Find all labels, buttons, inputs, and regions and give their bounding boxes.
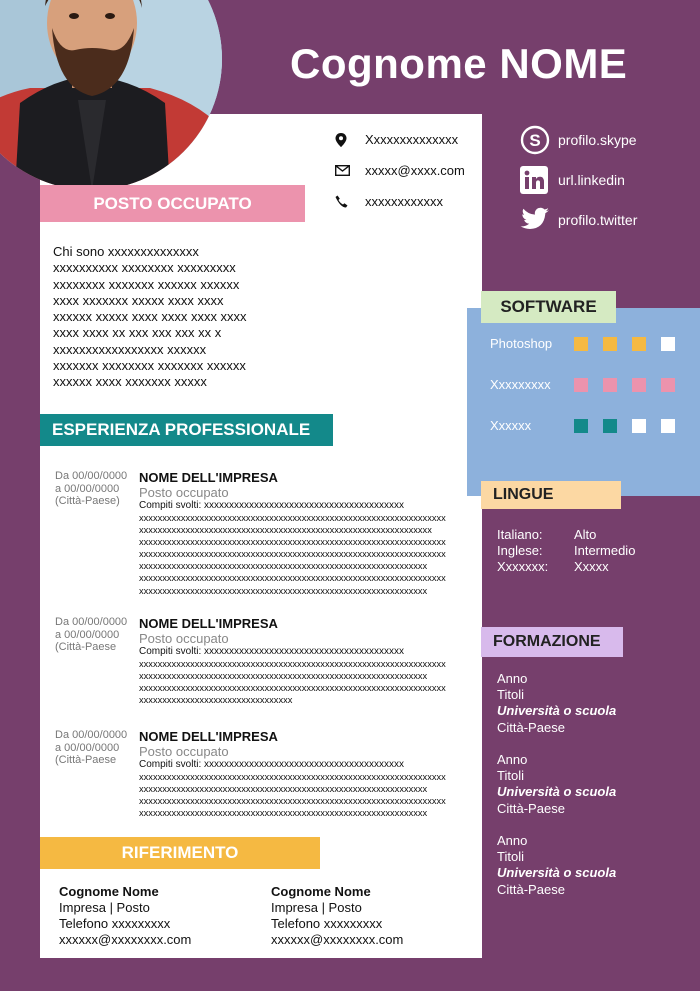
location-pin-icon <box>335 133 365 147</box>
languages-list <box>497 527 635 575</box>
task-line: xxxxxxxxxxxxxxxxxxxxxxxxxxxxxxxxxxxxxxxxxxxxxxxxxxxxxxxxxxxxxx <box>139 808 428 819</box>
task-line: xxxxxxxxxxxxxxxxxxxxxxxxxxxxxxxxxxxxxxxxxxxxxxxxxxxxxxxxxxxxxxxxxx <box>139 683 446 694</box>
section-experience-band <box>40 414 333 446</box>
language-level: Intermedio <box>574 543 636 558</box>
contact-details <box>335 124 465 217</box>
tasks-label: Compiti svolti: xxxxxxxxxxxxxxxxxxxxxxxxxxxxxxxxxxxxxxxx <box>139 646 405 657</box>
date-place: (Città-Paese) <box>55 495 120 507</box>
language-level: Xxxxx <box>574 559 609 574</box>
reference-email[interactable]: xxxxxx@xxxxxxxx.com <box>59 932 192 947</box>
skill-level-square <box>632 419 646 433</box>
skill-level-square <box>603 419 617 433</box>
software-row <box>490 418 690 433</box>
education-place: Città-Paese <box>497 719 565 735</box>
section-education-title: FORMAZIONE <box>493 633 601 650</box>
language-name: Italiano: <box>497 527 543 542</box>
date-from: Da 00/00/0000 <box>55 729 128 741</box>
task-line: xxxxxxxxxxxxxxxxxxxxxxxxxxxxxxxxxxxxxxxxxxxxxxxxxxxxxxxxxxxxxxxxxx <box>139 796 446 807</box>
reference-entry <box>271 884 403 948</box>
tasks-label: Compiti svolti: xxxxxxxxxxxxxxxxxxxxxxxxxxxxxxxxxxxxxxxx <box>139 759 405 770</box>
about-line: xxxxxx xxxx xxxxxxx xxxxx <box>53 374 207 390</box>
twitter-icon <box>520 207 558 233</box>
job-role: Posto occupato <box>139 631 229 646</box>
task-line: xxxxxxxxxxxxxxxxxxxxxxxxxxxxxxxxxxxxxxxxxxxxxxxxxxxxxxxxxxxxxx <box>139 585 428 596</box>
about-line: xxxxxx xxxxx xxxx xxxx xxxx xxxx <box>53 309 247 325</box>
experience-entry <box>55 470 475 600</box>
task-line: xxxxxxxxxxxxxxxxxxxxxxxxxxxxxxxxxxxxxxxxxxxxxxxxxxxxxxxxxxxxxx <box>139 784 428 795</box>
experience-body <box>139 729 469 819</box>
skill-level-square <box>632 378 646 392</box>
task-line: xxxxxxxxxxxxxxxxxxxxxxxxxxxxxxxxxxxxxxxxxxxxxxxxxxxxxxxxxxxxxxxxxx <box>139 513 446 523</box>
task-line: xxxxxxxxxxxxxxxxxxxxxxxxxxxxxxxxxxxxxxxxxxxxxxxxxxxxxxxxxxxxxxx <box>139 525 432 536</box>
section-software-band <box>481 291 616 323</box>
skill-level-square <box>574 419 588 433</box>
experience-dates <box>55 616 135 654</box>
tasks-label: Compiti svolti: xxxxxxxxxxxxxxxxxxxxxxxxxxxxxxxxxxxxxxxx <box>139 500 405 511</box>
linkedin-icon <box>520 166 558 194</box>
software-row <box>490 336 690 351</box>
date-place: (Città-Paese <box>55 754 117 766</box>
phone-icon <box>335 195 365 208</box>
experience-body <box>139 470 469 597</box>
section-reference-band <box>40 837 320 869</box>
experience-entry <box>55 729 475 829</box>
skill-level-square <box>661 419 675 433</box>
software-name: Xxxxxxxxx <box>490 377 551 392</box>
company-name: NOME DELL'IMPRESA <box>139 616 278 631</box>
social-linkedin-text: url.linkedin <box>558 172 625 188</box>
section-experience-title: ESPERIENZA PROFESSIONALE <box>52 420 311 439</box>
skill-level-square <box>603 378 617 392</box>
section-position-title: POSTO OCCUPATO <box>93 193 252 213</box>
date-to: a 00/00/0000 <box>55 628 120 641</box>
skill-level-square <box>603 337 617 351</box>
experience-body <box>139 616 469 706</box>
date-to: a 00/00/0000 <box>55 482 120 495</box>
about-line: Chi sono xxxxxxxxxxxxxx <box>53 244 199 259</box>
job-role: Posto occupato <box>139 485 229 500</box>
education-school: Università o scuola <box>497 865 617 881</box>
experience-dates <box>55 470 135 508</box>
section-position-band <box>40 185 305 222</box>
candidate-name: Cognome NOME <box>290 40 628 87</box>
reference-company: Impresa | Posto <box>271 900 362 915</box>
software-name: Photoshop <box>490 336 553 351</box>
contact-phone-text: xxxxxxxxxxxx <box>365 194 443 209</box>
reference-phone: Telefono xxxxxxxxx <box>271 916 383 931</box>
education-place: Città-Paese <box>497 881 565 897</box>
contact-phone <box>335 186 465 217</box>
date-place: (Città-Paese <box>55 641 117 653</box>
section-languages-band <box>481 481 621 509</box>
software-name: Xxxxxx <box>490 418 532 433</box>
education-school: Università o scuola <box>497 703 617 719</box>
section-education-band <box>481 627 623 657</box>
social-twitter[interactable] <box>520 200 637 240</box>
svg-text:S: S <box>529 131 541 150</box>
about-line: xxxx xxxxxxx xxxxx xxxx xxxx <box>53 292 224 308</box>
skype-icon <box>520 125 558 155</box>
job-role: Posto occupato <box>139 744 229 759</box>
mail-icon <box>335 165 365 176</box>
language-level: Alto <box>574 527 597 542</box>
section-reference-title: RIFERIMENTO <box>121 843 239 862</box>
contact-address-text: Xxxxxxxxxxxxxx <box>365 132 459 147</box>
education-year: Anno <box>497 833 528 848</box>
education-entry <box>497 833 616 898</box>
language-row <box>497 559 635 575</box>
reference-email[interactable]: xxxxxx@xxxxxxxx.com <box>271 932 404 947</box>
education-title: Titoli <box>497 687 524 703</box>
task-line: xxxxxxxxxxxxxxxxxxxxxxxxxxxxxxxxx <box>139 695 293 706</box>
task-line: xxxxxxxxxxxxxxxxxxxxxxxxxxxxxxxxxxxxxxxxxxxxxxxxxxxxxxxxxxxxxxxxxx <box>139 659 446 669</box>
task-line: xxxxxxxxxxxxxxxxxxxxxxxxxxxxxxxxxxxxxxxxxxxxxxxxxxxxxxxxxxxxxxxxxx <box>139 537 446 548</box>
contact-address <box>335 124 465 155</box>
about-line: xxxxxxxxxxxxxxxxx xxxxxx <box>53 341 207 357</box>
company-name: NOME DELL'IMPRESA <box>139 470 278 485</box>
skill-level-square <box>574 337 588 351</box>
education-entry <box>497 671 616 736</box>
about-line: xxxxxxxx xxxxxxx xxxxxx xxxxxx <box>53 276 240 292</box>
language-row <box>497 543 635 559</box>
reference-name: Cognome Nome <box>59 884 159 899</box>
skill-level-square <box>661 337 675 351</box>
company-name: NOME DELL'IMPRESA <box>139 729 278 744</box>
contact-email-text[interactable]: xxxxx@xxxx.com <box>365 163 465 178</box>
date-to: a 00/00/0000 <box>55 741 120 754</box>
contact-email <box>335 155 465 186</box>
education-place: Città-Paese <box>497 800 565 816</box>
social-twitter-text: profilo.twitter <box>558 212 638 228</box>
task-line: xxxxxxxxxxxxxxxxxxxxxxxxxxxxxxxxxxxxxxxxxxxxxxxxxxxxxxxxxxxxxxxxxx <box>139 549 446 560</box>
language-name: Xxxxxxx: <box>497 559 549 574</box>
task-line: xxxxxxxxxxxxxxxxxxxxxxxxxxxxxxxxxxxxxxxxxxxxxxxxxxxxxxxxxxxxxxxxxx <box>139 573 446 584</box>
task-line: xxxxxxxxxxxxxxxxxxxxxxxxxxxxxxxxxxxxxxxxxxxxxxxxxxxxxxxxxxxxxx <box>139 671 428 682</box>
experience-entry <box>55 616 475 716</box>
language-name: Inglese: <box>497 543 543 558</box>
about-line: xxxxxxx xxxxxxxx xxxxxxx xxxxxx <box>53 358 246 374</box>
social-linkedin[interactable] <box>520 160 637 200</box>
date-from: Da 00/00/0000 <box>55 616 128 628</box>
reference-phone: Telefono xxxxxxxxx <box>59 916 171 931</box>
reference-company: Impresa | Posto <box>59 900 150 915</box>
about-line: xxxx xxxx xx xxx xxx xxx xx x <box>53 325 222 341</box>
education-title: Titoli <box>497 768 524 784</box>
reference-entry <box>59 884 191 948</box>
about-text <box>53 244 283 391</box>
skill-level-square <box>661 378 675 392</box>
about-line: xxxxxxxxxx xxxxxxxx xxxxxxxxx <box>53 260 236 276</box>
education-title: Titoli <box>497 849 524 865</box>
social-skype[interactable] <box>520 120 637 160</box>
language-row <box>497 527 635 543</box>
skill-level-square <box>574 378 588 392</box>
experience-dates <box>55 729 135 767</box>
reference-name: Cognome Nome <box>271 884 371 899</box>
task-line: xxxxxxxxxxxxxxxxxxxxxxxxxxxxxxxxxxxxxxxxxxxxxxxxxxxxxxxxxxxxxxxxxx <box>139 772 446 782</box>
education-year: Anno <box>497 752 528 767</box>
social-skype-text: profilo.skype <box>558 132 637 148</box>
education-year: Anno <box>497 671 528 686</box>
task-line: xxxxxxxxxxxxxxxxxxxxxxxxxxxxxxxxxxxxxxxxxxxxxxxxxxxxxxxxxxxxxx <box>139 561 428 572</box>
social-links <box>520 120 637 240</box>
skill-level-square <box>632 337 646 351</box>
software-row <box>490 377 690 392</box>
education-school: Università o scuola <box>497 784 617 800</box>
section-software-title: SOFTWARE <box>500 297 597 316</box>
section-languages-title: LINGUE <box>493 486 554 503</box>
education-entry <box>497 752 616 817</box>
date-from: Da 00/00/0000 <box>55 470 128 482</box>
